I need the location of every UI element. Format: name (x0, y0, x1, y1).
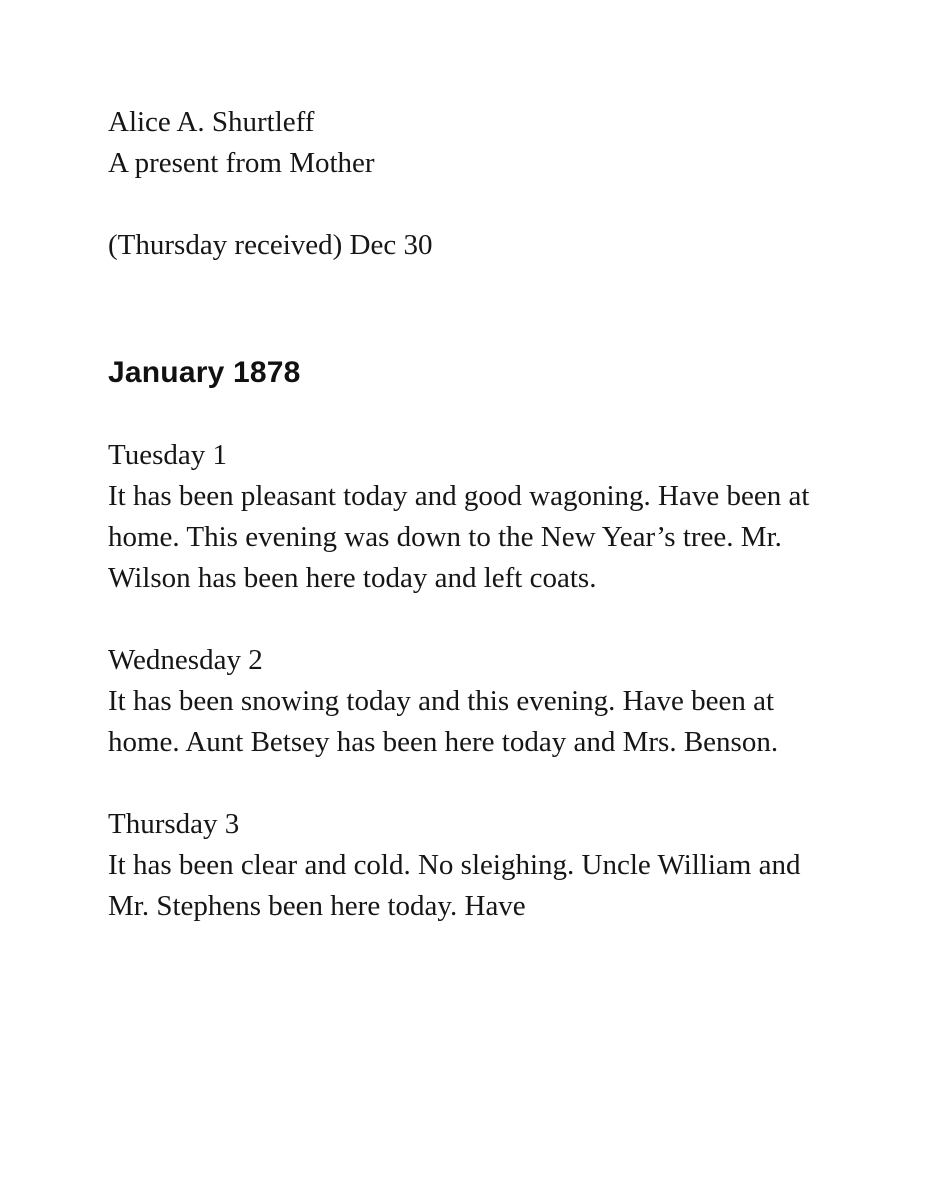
entry-day-heading: Thursday 3 (108, 808, 240, 840)
diary-entry (108, 435, 820, 599)
diary-entry (108, 804, 820, 927)
gift-inscription-line: A present from Mother (108, 147, 375, 179)
entry-day-heading: Wednesday 2 (108, 644, 263, 676)
entry-body-text: It has been snowing today and this evening. Have been at home. Aunt Betsey has been here today and Mrs. Benson. (108, 685, 779, 758)
owner-name-line: Alice A. Shurtleff (108, 106, 315, 138)
diary-entry (108, 640, 820, 763)
month-heading: January 1878 (108, 356, 301, 389)
received-date-line: (Thursday received) Dec 30 (108, 229, 433, 261)
entry-body-text: It has been clear and cold. No sleighing. Uncle William and Mr. Stephens been here today. Have (108, 849, 801, 922)
entry-body-text: It has been pleasant today and good wagoning. Have been at home. This evening was down to the New Year’s tree. Mr. Wilson has been here today and left coats. (108, 480, 810, 594)
frontmatter (108, 102, 827, 266)
entry-day-heading: Tuesday 1 (108, 439, 227, 471)
